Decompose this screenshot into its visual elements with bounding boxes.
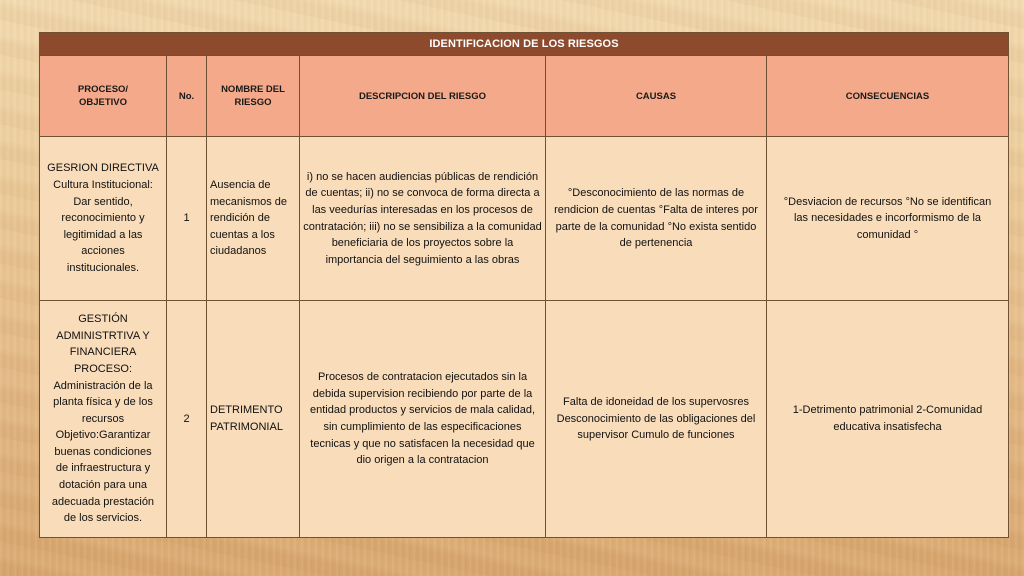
risk-identification-table [39,32,1009,538]
cell-descripcion: i) no se hacen audiencias públicas de rendición de cuentas; ii) no se convoca de forma directa a las veedurías interesadas en los procesos de contratación; iii) no se sensibiliza a la comunidad beneficiaria de los proyectos sobre la importancia del seguimiento a las obras [300,137,546,301]
cell-consecuencias: °Desviacion de recursos °No se identifican las necesidades e incorformismo de la comunidad ° [767,137,1009,301]
header-consecuencias: CONSECUENCIAS [767,56,1009,137]
header-proceso: PROCESO/ OBJETIVO [40,56,167,137]
header-descripcion: DESCRIPCION DEL RIESGO [300,56,546,137]
cell-proceso: GESTIÓN ADMINISTRTIVA Y FINANCIERA PROCESO: Administración de la planta física y de los recursos Objetivo:Garantizar buenas condiciones de infraestructura y dotación para una adecuada prestación de los servicios. [40,301,167,538]
cell-causas: Falta de idoneidad de los supervosres Desconocimiento de las obligaciones del supervisor Cumulo de funciones [546,301,767,538]
header-no: No. [167,56,207,137]
cell-descripcion: Procesos de contratacion ejecutados sin la debida supervision recibiendo por parte de la entidad productos y servicios de mala calidad, sin cumplimiento de las especificaciones tecnicas y que no satisfacen la necesidad que dio origen a la contratacion [300,301,546,538]
cell-consecuencias: 1-Detrimento patrimonial 2-Comunidad educativa insatisfecha [767,301,1009,538]
header-row [40,56,1009,137]
cell-proceso: GESRION DIRECTIVA Cultura Institucional: Dar sentido, reconocimiento y legitimidad a las acciones institucionales. [40,137,167,301]
cell-nombre: DETRIMENTO PATRIMONIAL [207,301,300,538]
table-row [40,137,1009,301]
cell-nombre: Ausencia de mecanismos de rendición de cuentas a los ciudadanos [207,137,300,301]
table-title-row [40,33,1009,56]
cell-no: 1 [167,137,207,301]
table-title: IDENTIFICACION DE LOS RIESGOS [40,33,1009,56]
cell-no: 2 [167,301,207,538]
header-nombre: NOMBRE DEL RIESGO [207,56,300,137]
header-causas: CAUSAS [546,56,767,137]
cell-causas: °Desconocimiento de las normas de rendicion de cuentas °Falta de interes por parte de la comunidad °No exista sentido de pertenencia [546,137,767,301]
table-row [40,301,1009,538]
